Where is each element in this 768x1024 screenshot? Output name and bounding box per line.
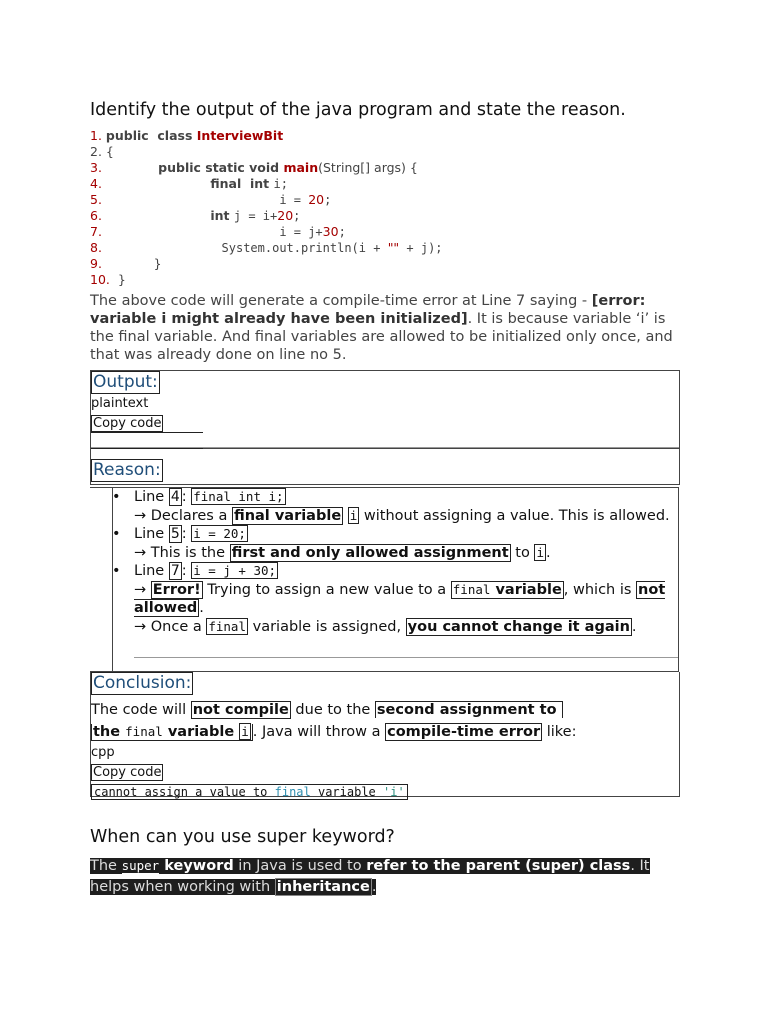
code-token: + j); bbox=[399, 241, 443, 255]
answer-text: helps when working with bbox=[90, 879, 275, 895]
conclusion-text-1: The code will bbox=[91, 702, 191, 718]
line-label: Line bbox=[134, 489, 169, 505]
inline-code: i = j + 30; bbox=[193, 563, 277, 578]
highlight-continued bbox=[91, 724, 253, 741]
error-message: [error: variable i might already have been initialized] bbox=[90, 293, 646, 327]
super-keyword-answer bbox=[90, 855, 680, 898]
code-text: cannot assign a value to bbox=[94, 785, 275, 799]
bullet: • bbox=[112, 489, 121, 505]
question-2-title: When can you use super keyword? bbox=[90, 827, 395, 847]
highlight: first and only allowed assignment bbox=[231, 544, 509, 561]
inline-code: final bbox=[208, 618, 246, 634]
line-label: Line bbox=[134, 526, 169, 542]
code-token: 20 bbox=[308, 192, 325, 207]
highlight: not allowed bbox=[134, 581, 666, 616]
answer-text: in Java is used to bbox=[233, 858, 367, 874]
answer-bold: refer to the parent (super) class bbox=[366, 858, 631, 874]
copy-code-button[interactable]: Copy code bbox=[93, 416, 162, 431]
inline-code: i bbox=[241, 724, 249, 739]
error-code-line bbox=[91, 784, 408, 800]
code-token: { bbox=[101, 144, 114, 159]
code-token: 20 bbox=[277, 208, 294, 223]
code-token: public class bbox=[105, 128, 197, 143]
reason-item-line-7 bbox=[112, 562, 678, 636]
explanation-text-2: . It is because variable ‘i’ is the final variable. And final variables are allowed to be initialized only once, and that was already done on line no 5. bbox=[90, 311, 673, 363]
code-line bbox=[90, 128, 680, 144]
output-box bbox=[90, 370, 680, 449]
inline-code: final bbox=[125, 724, 163, 739]
code-line bbox=[90, 272, 680, 288]
reason-text: variable is assigned, bbox=[248, 618, 406, 635]
copy-code-button[interactable]: Copy code bbox=[93, 765, 162, 780]
inline-code: super bbox=[121, 858, 160, 873]
arrow: → bbox=[134, 581, 151, 598]
line-number: 5. bbox=[90, 192, 102, 207]
code-line bbox=[90, 192, 680, 208]
code-token: System.out.println(i + bbox=[105, 241, 388, 255]
period: . bbox=[631, 618, 637, 635]
line-number: 8. bbox=[90, 240, 102, 255]
answer-text: The bbox=[90, 858, 122, 874]
period: . bbox=[545, 544, 551, 561]
conclusion-text-2: due to the bbox=[290, 702, 375, 718]
code-token: (String[] args) { bbox=[318, 160, 418, 175]
inline-code: i bbox=[536, 544, 544, 560]
line-number: 6. bbox=[90, 208, 102, 223]
explanation-text: The above code will generate a compile-time error at Line 7 saying - bbox=[90, 293, 592, 309]
code-token: ; bbox=[324, 193, 332, 207]
final-variable-highlight bbox=[451, 581, 564, 599]
reason-text: , which is bbox=[563, 581, 637, 598]
highlight: second assignment to bbox=[375, 701, 563, 718]
line-number: 9. bbox=[90, 256, 102, 271]
inline-code: final int i; bbox=[193, 489, 284, 504]
code-string: 'i' bbox=[383, 785, 405, 799]
code-token: ; bbox=[293, 209, 301, 223]
code-text: variable bbox=[310, 785, 383, 799]
line-number: 2. bbox=[90, 144, 102, 159]
code-token: int bbox=[105, 208, 234, 223]
colon: : bbox=[181, 563, 192, 579]
java-code-listing bbox=[90, 128, 680, 288]
reason-heading: Reason: bbox=[93, 460, 161, 480]
highlight-text: variable bbox=[162, 724, 240, 740]
code-line bbox=[90, 224, 680, 240]
line-label: Line bbox=[134, 563, 169, 579]
inline-code: i bbox=[349, 507, 358, 523]
bullet: • bbox=[112, 563, 121, 579]
reason-text: to bbox=[510, 544, 535, 561]
code-line bbox=[90, 176, 680, 192]
code-line bbox=[90, 144, 680, 160]
line-number: 7. bbox=[90, 224, 102, 239]
explanation-paragraph bbox=[90, 292, 680, 364]
inline-code: i = 20; bbox=[193, 526, 246, 541]
question-title: Identify the output of the java program and state the reason. bbox=[90, 100, 626, 120]
answer-bold-boxed: inheritance bbox=[276, 879, 370, 895]
code-token: final int bbox=[105, 176, 274, 191]
highlight: final variable bbox=[233, 507, 342, 524]
reason-text: → Declares a bbox=[134, 507, 232, 524]
line-number: 1. bbox=[90, 128, 102, 143]
conclusion-box bbox=[90, 672, 680, 797]
code-token: InterviewBit bbox=[196, 128, 284, 143]
line-number: 3. bbox=[90, 160, 102, 175]
highlight-text: variable bbox=[490, 581, 562, 598]
reason-header-box bbox=[90, 449, 680, 485]
code-line bbox=[90, 240, 680, 256]
code-line bbox=[90, 160, 680, 176]
line-number: 4. bbox=[90, 176, 102, 191]
reason-item-line-4 bbox=[112, 488, 678, 525]
reason-text: → This is the bbox=[134, 544, 230, 561]
code-token: } bbox=[113, 272, 126, 287]
reason-box bbox=[90, 487, 679, 672]
colon: : bbox=[181, 526, 192, 542]
code-token: "" bbox=[387, 240, 400, 255]
reason-text: without assigning a value. This is allowed. bbox=[359, 507, 670, 524]
period: . bbox=[199, 600, 204, 616]
line-number: 5 bbox=[170, 526, 180, 542]
reason-item-line-5 bbox=[112, 525, 678, 562]
output-heading: Output: bbox=[93, 372, 158, 392]
conclusion-text bbox=[91, 700, 679, 743]
reason-separator bbox=[134, 657, 678, 658]
line-number: 7 bbox=[170, 563, 180, 579]
output-language-label: plaintext bbox=[91, 396, 149, 411]
output-separator bbox=[91, 447, 679, 448]
conclusion-text-4: like: bbox=[542, 724, 577, 740]
page bbox=[90, 100, 680, 898]
highlight: compile-time error bbox=[387, 724, 541, 740]
code-line bbox=[90, 208, 680, 224]
code-token: j = i+ bbox=[233, 209, 278, 223]
conclusion-heading: Conclusion: bbox=[93, 673, 192, 693]
highlight-text: the bbox=[93, 724, 126, 740]
reason-text: → Once a bbox=[134, 618, 207, 635]
bullet: • bbox=[112, 526, 121, 542]
inline-code: final bbox=[452, 581, 491, 597]
colon: : bbox=[181, 489, 192, 505]
answer-text: . bbox=[371, 879, 377, 895]
line-number: 4 bbox=[170, 489, 180, 505]
code-keyword: final bbox=[274, 785, 311, 799]
code-token: } bbox=[105, 256, 162, 271]
answer-bold: keyword bbox=[159, 858, 234, 874]
highlight: you cannot change it again bbox=[407, 618, 630, 635]
reason-list bbox=[90, 488, 678, 636]
code-token: i = j+ bbox=[105, 225, 323, 239]
code-token: main bbox=[283, 160, 319, 175]
code-line bbox=[90, 256, 680, 272]
error-highlight: Error! bbox=[152, 581, 201, 598]
reason-text: Trying to assign a new value to a bbox=[202, 581, 451, 598]
code-token: public static void bbox=[105, 160, 284, 175]
code-token: i; bbox=[273, 177, 288, 191]
output-divider-1 bbox=[91, 432, 203, 433]
code-language-label: cpp bbox=[91, 745, 115, 760]
line-number: 10. bbox=[90, 272, 110, 287]
highlight: not compile bbox=[192, 702, 289, 718]
code-token: i = bbox=[105, 193, 309, 207]
code-token: ; bbox=[338, 225, 346, 239]
conclusion-text-3: . Java will throw a bbox=[252, 724, 386, 740]
code-token: 30 bbox=[322, 224, 339, 239]
answer-text: . It bbox=[630, 858, 650, 874]
